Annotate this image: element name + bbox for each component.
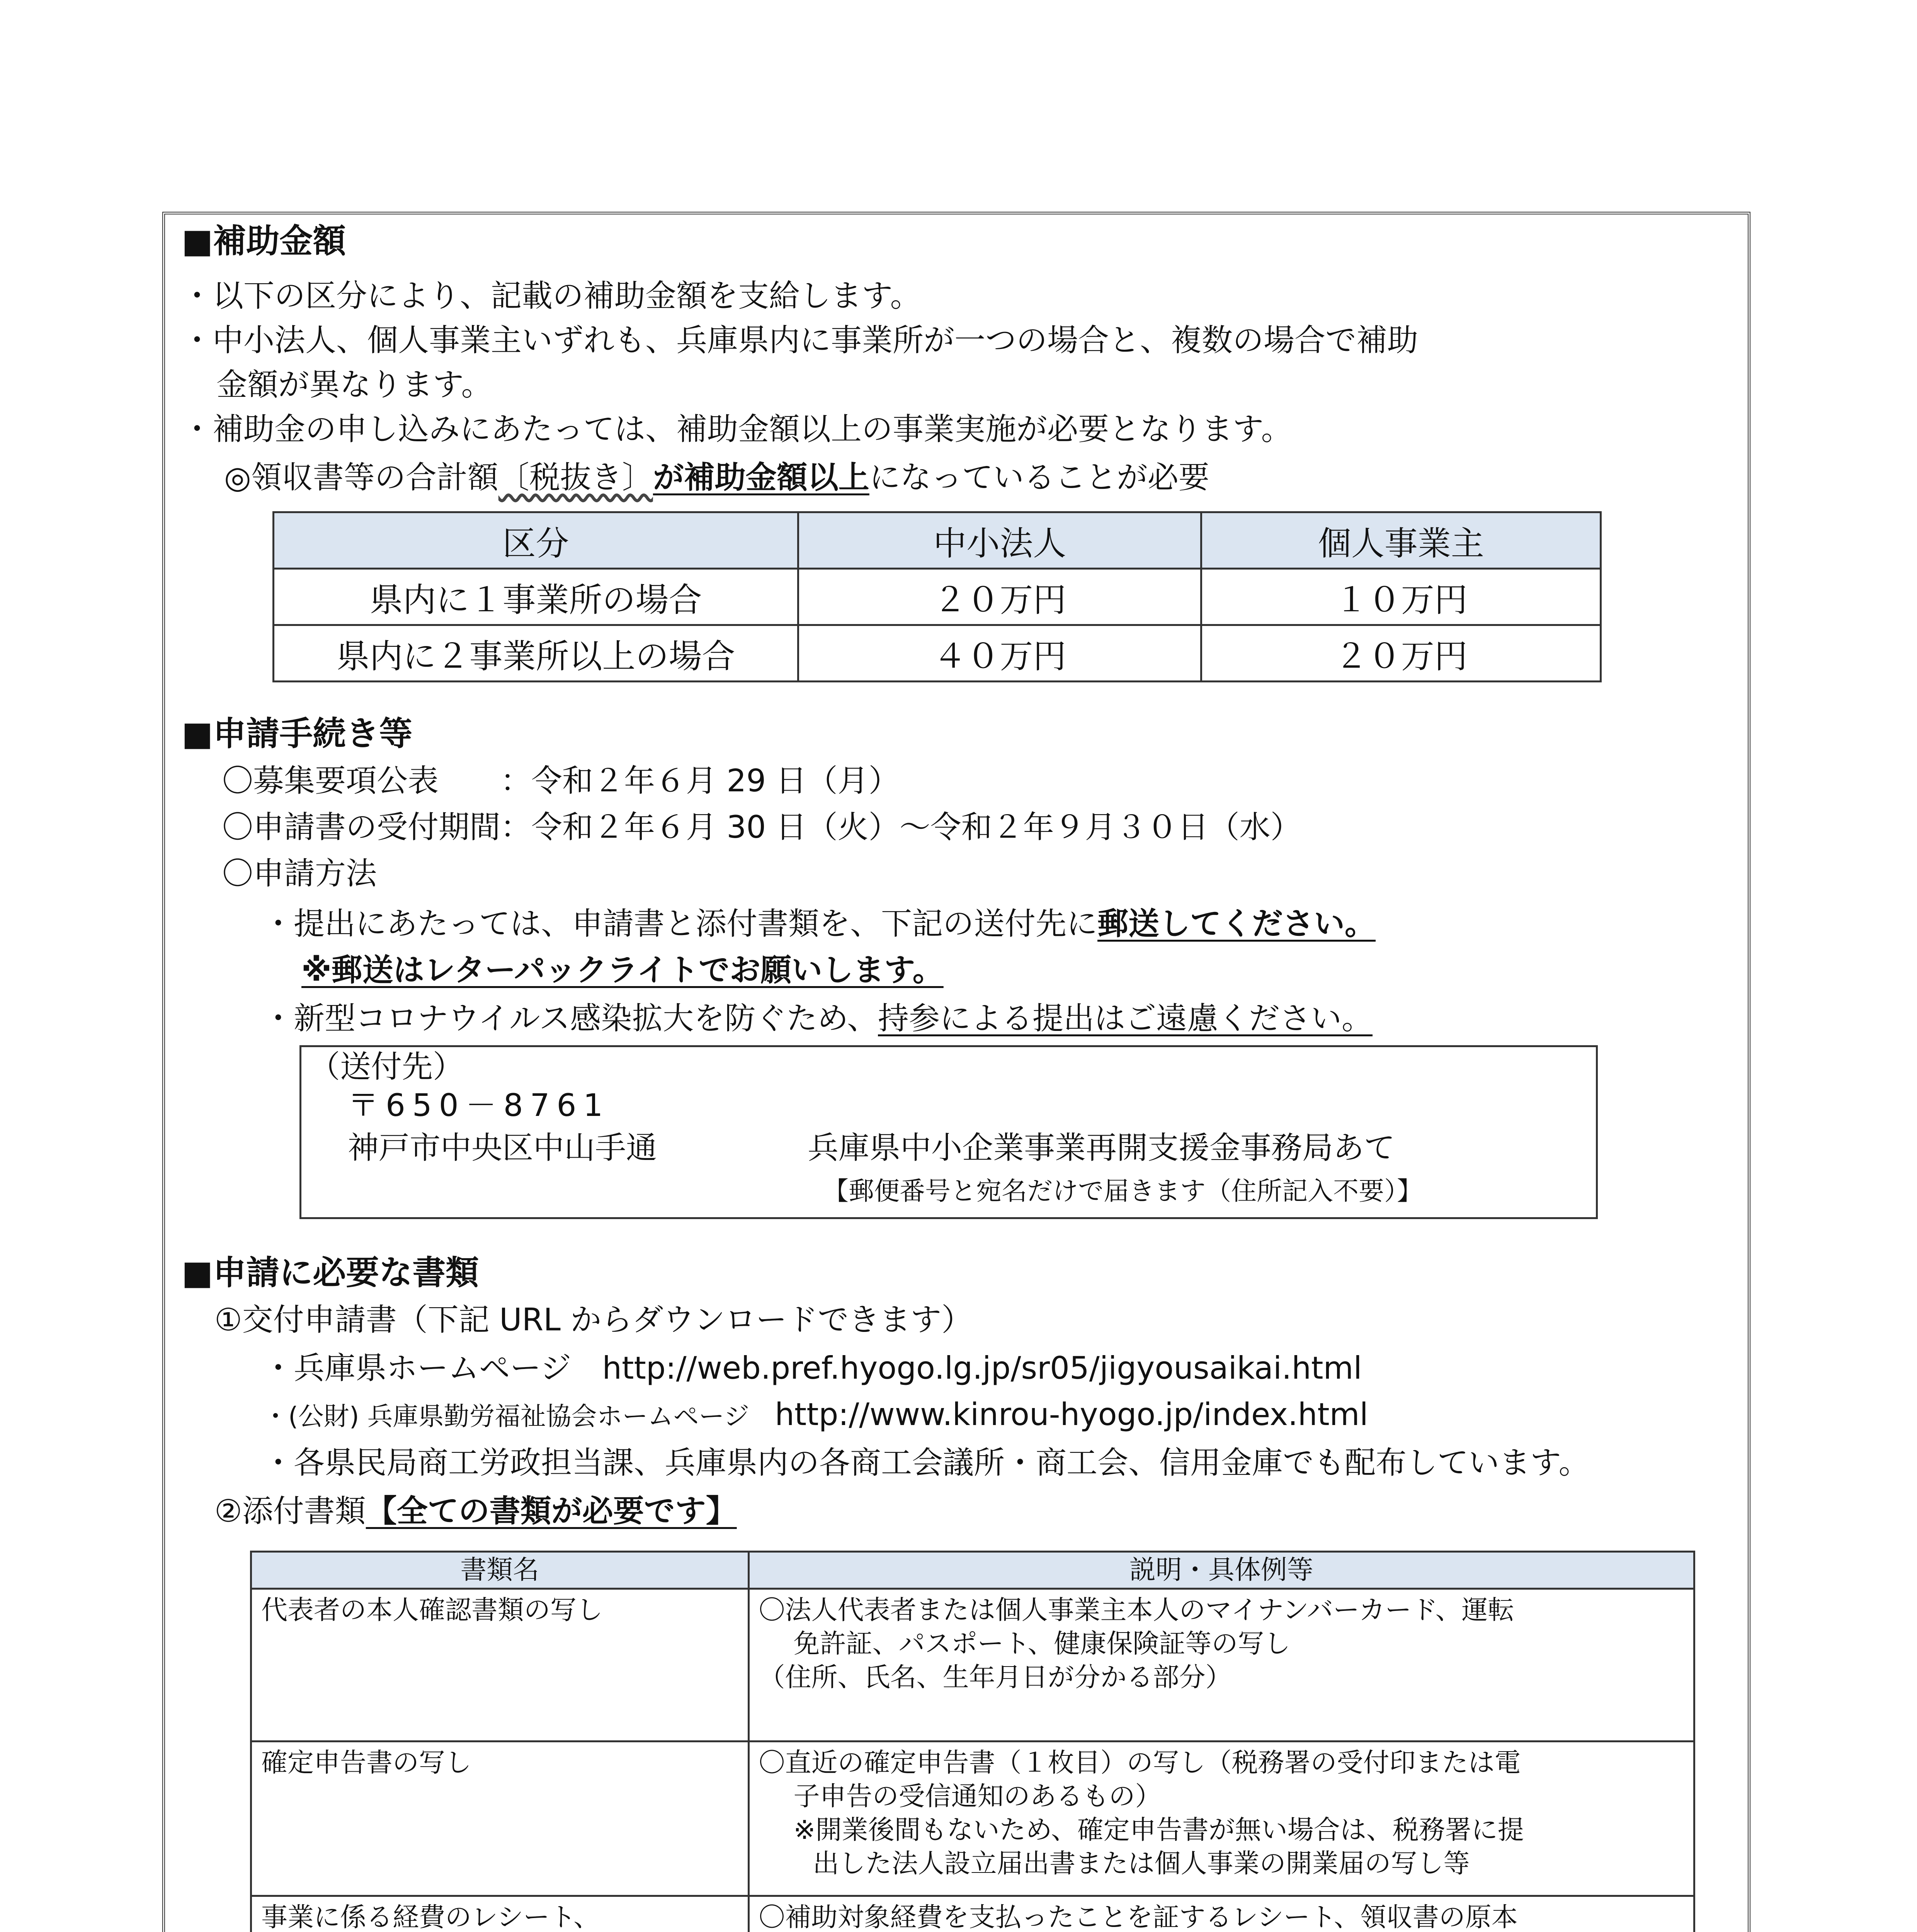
amount-line-1: ・以下の区分により、記載の補助金額を支給します。 [182, 278, 921, 314]
amount-heading: ■補助金額 [182, 222, 346, 260]
announce-date: 〇募集要項公表 ：令和２年６月 29 日（月） [222, 763, 900, 799]
doc-desc-cell [748, 1742, 1694, 1896]
link-url[interactable]: http://www.kinrou-hyogo.jp/index.html [775, 1396, 1368, 1432]
cell-line: 確定申告書の写し [261, 1748, 472, 1779]
note-prefix: ◎領収書等の合計額 [224, 459, 498, 495]
address-city: 神戸市中央区中山手通 [348, 1130, 657, 1166]
table-row [251, 1896, 1694, 1932]
address-office: 兵庫県中小企業事業再開支援金事務局あて [808, 1130, 1395, 1166]
doc-name-cell [251, 1896, 749, 1932]
submit-bold: 郵送してください。 [1097, 906, 1376, 942]
cell-line: 事業に係る経費のレシート、 [261, 1902, 600, 1932]
table-cell: １０万円 [1201, 569, 1601, 625]
address-label: （送付先） [309, 1049, 464, 1085]
doc-desc-cell [748, 1589, 1694, 1742]
amount-table [272, 511, 1602, 682]
cell-line: 代表者の本人確認書類の写し [261, 1595, 603, 1626]
table-row [274, 625, 1601, 682]
link-label: ・兵庫県ホームページ [263, 1350, 602, 1386]
link-url[interactable]: http://web.pref.hyogo.lg.jp/sr05/jigyousaikai.html [602, 1350, 1362, 1386]
submit-instruction [263, 906, 1376, 942]
documents-table [250, 1551, 1695, 1932]
cell-line: 子申告の受信通知のあるもの） [793, 1781, 1162, 1812]
cell-line: 出した法人設立届出書または個人事業の開業届の写し等 [813, 1849, 1470, 1879]
distribution-line: ・各県民局商工労政担当課、兵庫県内の各商工会議所・商工会、信用金庫でも配布しています。 [263, 1445, 1590, 1481]
col-doc-name: 書類名 [251, 1552, 749, 1589]
attach-prefix: ②添付書類 [214, 1493, 366, 1529]
table-row [251, 1589, 1694, 1742]
address-note: 【郵便番号と宛名だけで届きます（住所記入不要）】 [823, 1176, 1422, 1206]
link-hyogo [263, 1350, 1362, 1386]
table-header-row [274, 512, 1601, 569]
doc-desc-cell [748, 1896, 1694, 1932]
cell-line: 〇直近の確定申告書（１枚目）の写し（税務署の受付印または電 [759, 1748, 1521, 1779]
cell-line: 〇法人代表者または個人事業主本人のマイナンバーカード、運転 [759, 1595, 1514, 1626]
method-label: 〇申請方法 [222, 855, 377, 891]
submit-prefix: ・提出にあたっては、申請書と添付書類を、下記の送付先に [263, 906, 1097, 942]
table-cell: 県内に１事業所の場合 [274, 569, 798, 625]
amount-line-4: ・補助金の申し込みにあたっては、補助金額以上の事業実施が必要となります。 [182, 411, 1292, 447]
attach-line [214, 1493, 737, 1529]
amount-line-3: 金額が異なります。 [216, 367, 492, 403]
cell-line: ※開業後間もないため、確定申告書が無い場合は、税務署に提 [793, 1815, 1524, 1846]
table-row [251, 1742, 1694, 1896]
table-cell: ２０万円 [798, 569, 1201, 625]
link-kinrou [263, 1397, 1368, 1432]
procedure-heading: ■申請手続き等 [182, 714, 413, 753]
col-sme: 中小法人 [798, 512, 1201, 569]
reception-period: 〇申請書の受付期間：令和２年６月 30 日（火）～令和２年９月３０日（水） [222, 809, 1301, 845]
covid-underline: 持参による提出はご遠慮ください。 [878, 1000, 1373, 1036]
covid-note [263, 1001, 1373, 1036]
form-line: ①交付申請書（下記 URL からダウンロードできます） [214, 1302, 973, 1338]
col-sole: 個人事業主 [1201, 512, 1601, 569]
table-cell: 県内に２事業所以上の場合 [274, 625, 798, 682]
table-row [274, 569, 1601, 625]
table-header-row [251, 1552, 1694, 1589]
amount-line-2: ・中小法人、個人事業主いずれも、兵庫県内に事業所が一つの場合と、複数の場合で補助 [182, 322, 1418, 358]
cell-line: （住所、氏名、生年月日が分かる部分） [759, 1662, 1232, 1693]
doc-name-cell [251, 1589, 749, 1742]
cell-line: 免許証、パスポート、健康保険証等の写し [793, 1629, 1291, 1660]
postal-code: 〒650－8761 [348, 1087, 610, 1123]
note-bold: が補助金額以上 [653, 459, 869, 495]
table-cell: ２０万円 [1201, 625, 1601, 682]
covid-prefix: ・新型コロナウイルス感染拡大を防ぐため、 [263, 1000, 878, 1036]
attach-bold: 【全ての書類が必要です】 [366, 1493, 737, 1529]
letterpack-note: ※郵送はレターパックライトでお願いします。 [301, 952, 944, 988]
note-suffix: になっていることが必要 [869, 459, 1209, 495]
col-category: 区分 [274, 512, 798, 569]
cell-line: 〇補助対象経費を支払ったことを証するレシート、領収書の原本 [759, 1902, 1518, 1932]
link-label: ・(公財) 兵庫県勤労福祉協会ホームページ [263, 1401, 775, 1431]
documents-heading: ■申請に必要な書類 [182, 1253, 479, 1292]
col-doc-desc: 説明・具体例等 [748, 1552, 1694, 1589]
table-cell: ４０万円 [798, 625, 1201, 682]
doc-name-cell [251, 1742, 749, 1896]
note-tax: 〔税抜き〕 [498, 459, 653, 495]
amount-note [224, 460, 1209, 495]
